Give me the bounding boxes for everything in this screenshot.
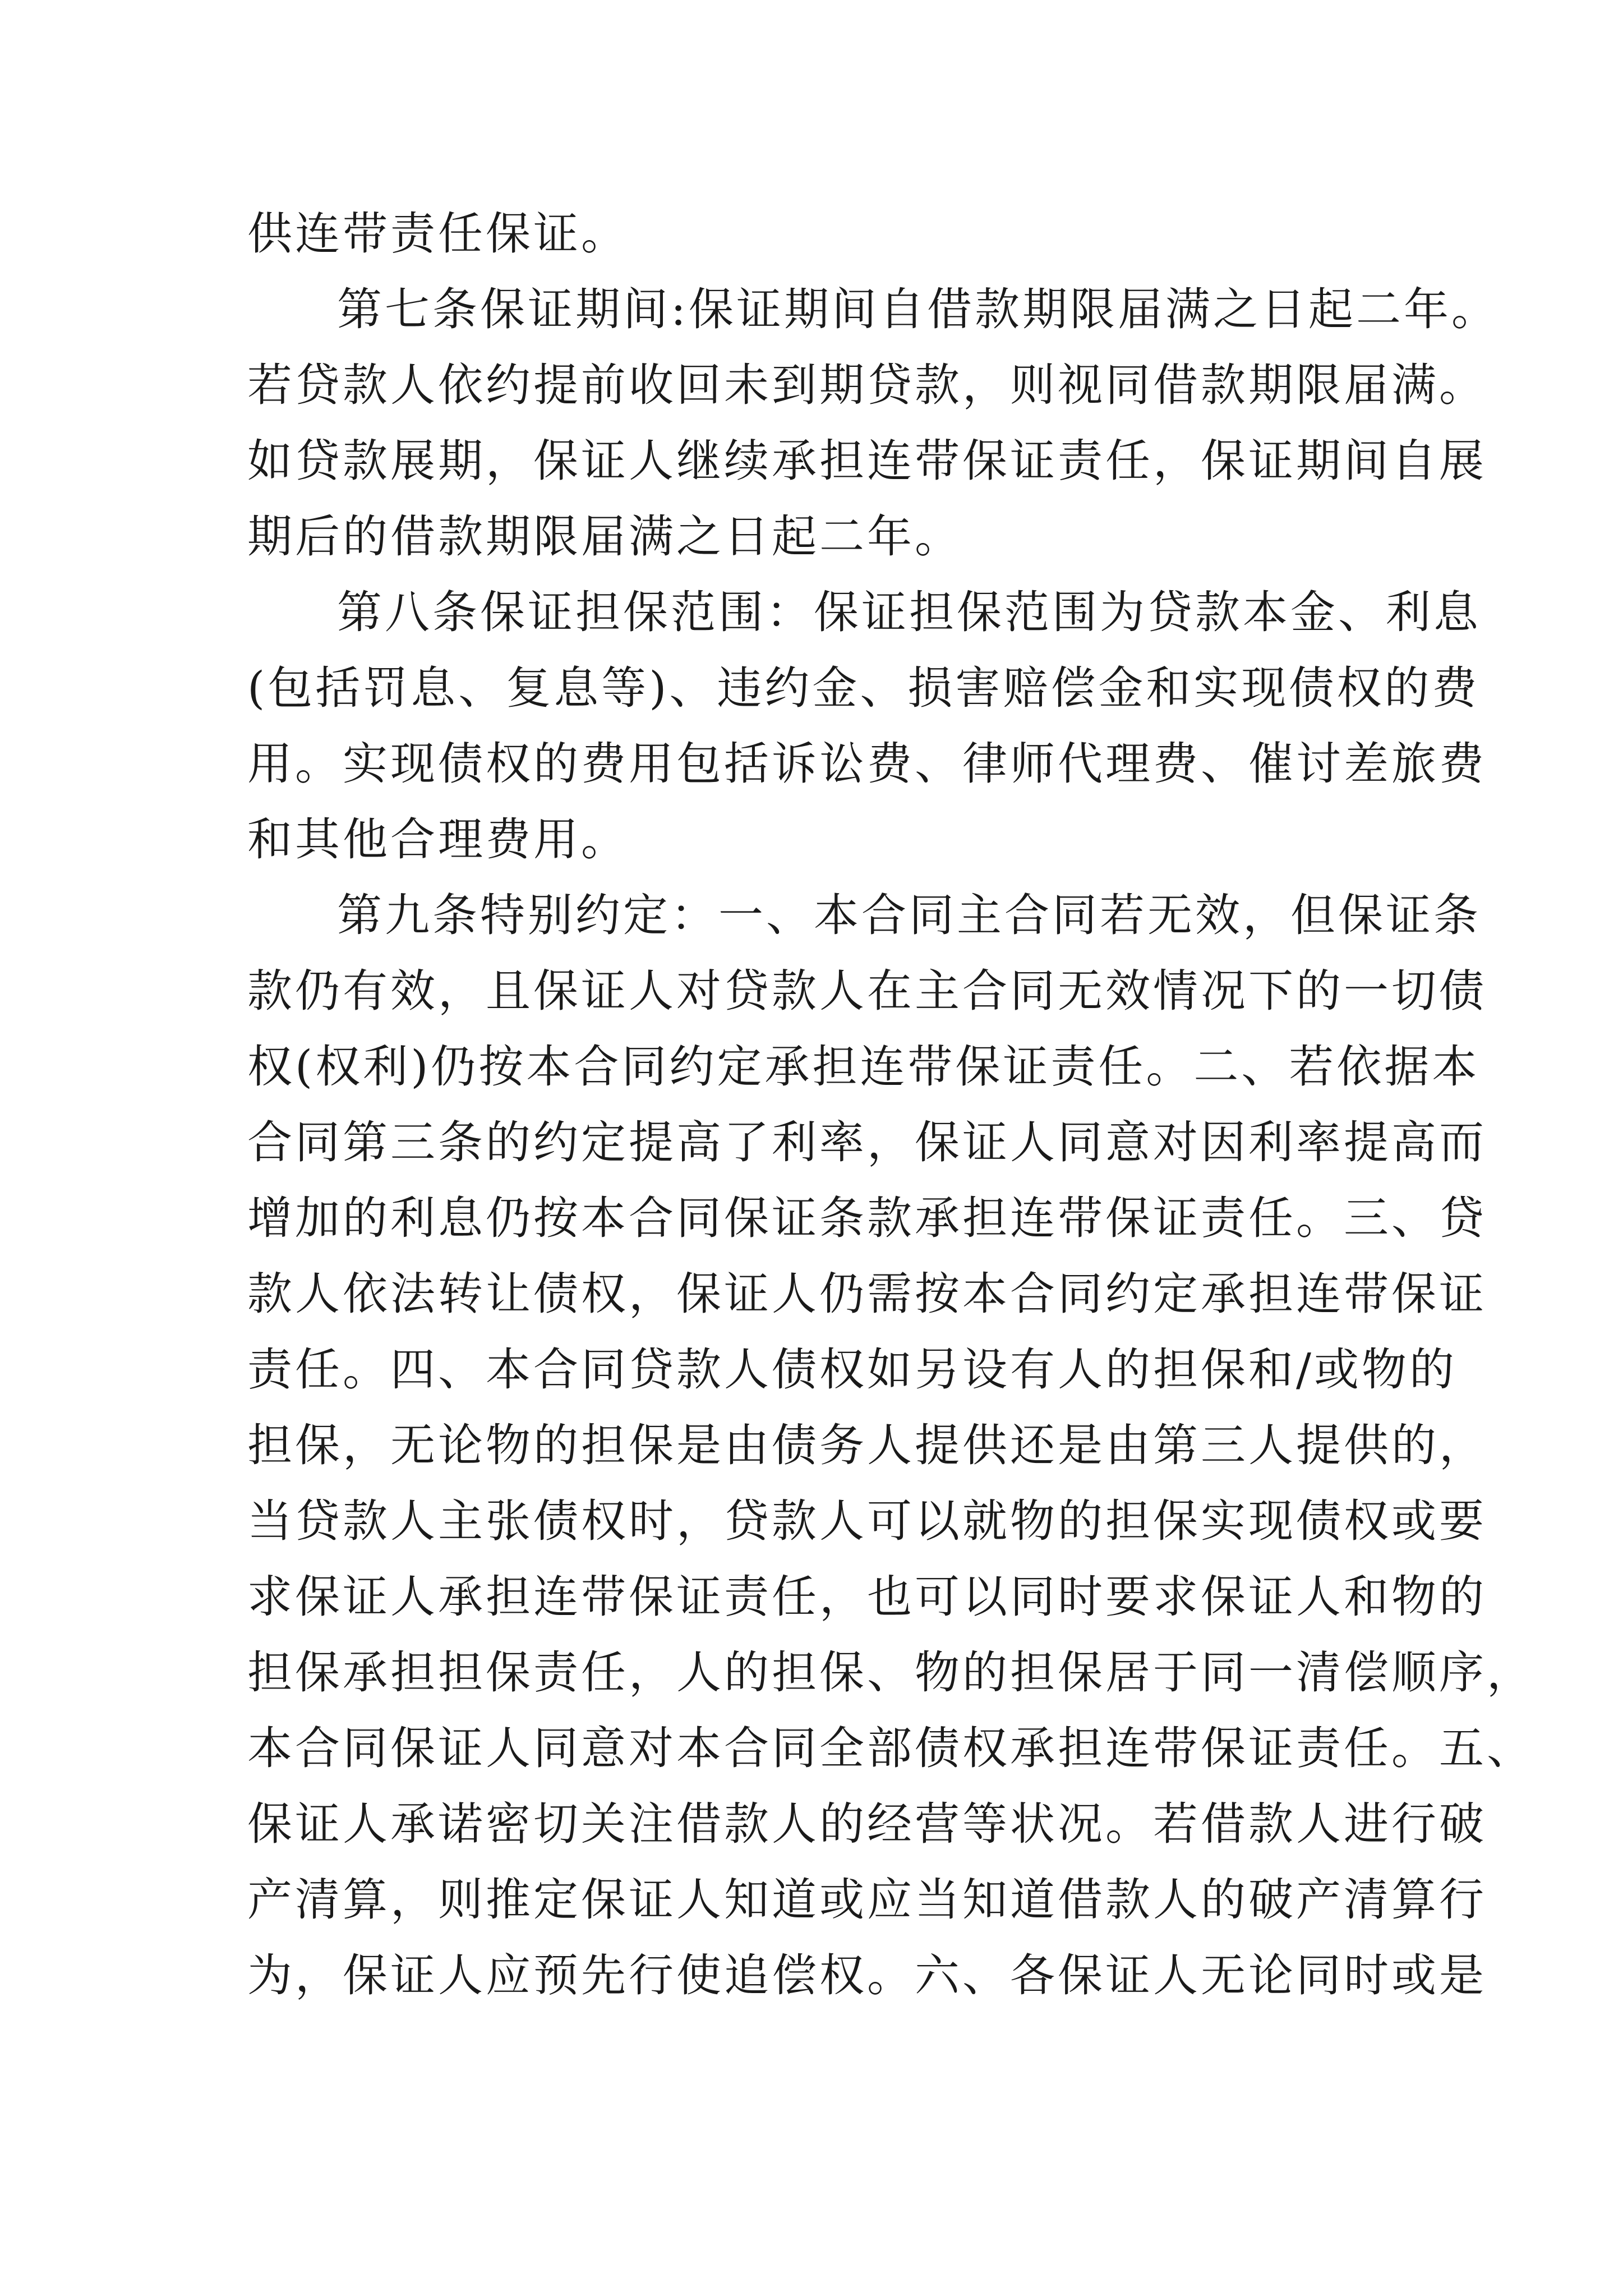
text-line: 责任。四、本合同贷款人债权如另设有人的担保和/或物的 xyxy=(247,1343,1457,1396)
text-line: 产清算，则推定保证人知道或应当知道借款人的破产清算行 xyxy=(247,1874,1487,1926)
text-line: 担保承担担保责任，人的担保、物的担保居于同一清偿顺序， xyxy=(247,1646,1534,1699)
text-line: 当贷款人主张债权时，贷款人可以就物的担保实现债权或要 xyxy=(247,1495,1487,1547)
text-line: 为，保证人应预先行使追偿权。六、各保证人无论同时或是 xyxy=(247,1949,1487,2001)
text-line: 本合同保证人同意对本合同全部债权承担连带保证责任。五、 xyxy=(247,1722,1534,1774)
text-line: 权(权利)仍按本合同约定承担连带保证责任。二、若依据本 xyxy=(247,1041,1480,1093)
text-line: 保证人承诺密切关注借款人的经营等状况。若借款人进行破 xyxy=(247,1798,1487,1850)
text-line: 用。实现债权的费用包括诉讼费、律师代理费、催讨差旅费 xyxy=(247,738,1487,790)
clause-8-heading-line: 第八条保证担保范围：保证担保范围为贷款本金、利息 xyxy=(337,586,1481,638)
clause-9-heading-line: 第九条特别约定：一、本合同主合同若无效，但保证条 xyxy=(337,889,1481,941)
text-line: 供连带责任保证。 xyxy=(247,208,629,260)
text-line: 款人依法转让债权，保证人仍需按本合同约定承担连带保证 xyxy=(247,1268,1487,1320)
text-line: 若贷款人依约提前收回未到期贷款，则视同借款期限届满。 xyxy=(247,359,1487,411)
text-line: 增加的利息仍按本合同保证条款承担连带保证责任。三、贷 xyxy=(247,1192,1487,1244)
text-line: 合同第三条的约定提高了利率，保证人同意对因利率提高而 xyxy=(247,1116,1487,1168)
text-line: 如贷款展期，保证人继续承担连带保证责任，保证期间自展 xyxy=(247,435,1487,487)
text-line: 求保证人承担连带保证责任，也可以同时要求保证人和物的 xyxy=(247,1571,1487,1623)
text-line: 期后的借款期限届满之日起二年。 xyxy=(247,510,962,563)
text-line: 担保，无论物的担保是由债务人提供还是由第三人提供的， xyxy=(247,1419,1487,1471)
clause-7-heading-line: 第七条保证期间:保证期间自借款期限届满之日起二年。 xyxy=(337,283,1499,335)
text-line: (包括罚息、复息等)、违约金、损害赔偿金和实现债权的费 xyxy=(247,662,1480,714)
text-line: 和其他合理费用。 xyxy=(247,813,629,866)
text-line: 款仍有效，且保证人对贷款人在主合同无效情况下的一切债 xyxy=(247,965,1487,1017)
